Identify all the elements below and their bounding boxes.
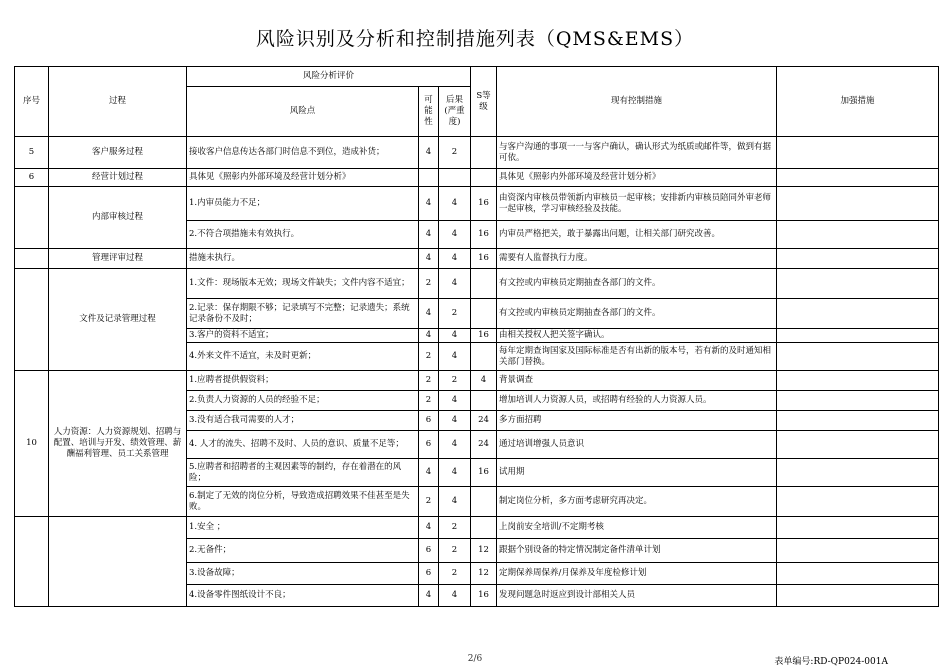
possibility-cell: 6 [419, 411, 439, 431]
risk-cell: 2.不符合项措施未有效执行。 [187, 221, 419, 249]
control-cell: 上岗前安全培训/不定期考核 [497, 517, 777, 539]
risk-cell: 3.客户的资料不适宜； [187, 329, 419, 343]
s-level-cell [471, 137, 497, 169]
enhance-cell [777, 221, 939, 249]
row-process: 管理评审过程 [49, 249, 187, 269]
row-process: 经营计划过程 [49, 169, 187, 187]
consequence-cell: 4 [439, 343, 471, 371]
header-risk-point: 风险点 [187, 87, 419, 137]
s-level-cell: 16 [471, 187, 497, 221]
possibility-cell: 4 [419, 517, 439, 539]
enhance-cell [777, 411, 939, 431]
consequence-cell: 2 [439, 299, 471, 329]
header-s-level: S等级 [471, 67, 497, 137]
consequence-cell: 2 [439, 137, 471, 169]
s-level-cell [471, 487, 497, 517]
table-row [15, 517, 939, 539]
s-level-cell: 16 [471, 329, 497, 343]
enhance-cell [777, 329, 939, 343]
possibility-cell: 6 [419, 563, 439, 585]
risk-cell: 3.设备故障； [187, 563, 419, 585]
row-no [15, 269, 49, 371]
s-level-cell: 16 [471, 459, 497, 487]
control-cell: 有文控或内审核员定期抽查各部门的文件。 [497, 269, 777, 299]
control-cell: 有文控或内审核员定期抽查各部门的文件。 [497, 299, 777, 329]
risk-cell: 1.安全 ； [187, 517, 419, 539]
header-consequence: 后果(严重度) [439, 87, 471, 137]
s-level-cell: 24 [471, 411, 497, 431]
row-no [15, 249, 49, 269]
risk-cell: 3.没有适合我司需要的人才； [187, 411, 419, 431]
row-process [49, 517, 187, 607]
enhance-cell [777, 563, 939, 585]
enhance-cell [777, 187, 939, 221]
consequence-cell: 2 [439, 563, 471, 585]
possibility-cell: 2 [419, 343, 439, 371]
enhance-cell [777, 539, 939, 563]
table-row [15, 137, 939, 169]
row-no [15, 187, 49, 249]
risk-cell: 2.无备件； [187, 539, 419, 563]
s-level-cell: 24 [471, 431, 497, 459]
s-level-cell [471, 169, 497, 187]
row-process: 客户服务过程 [49, 137, 187, 169]
enhance-cell [777, 137, 939, 169]
control-cell: 多方面招聘 [497, 411, 777, 431]
possibility-cell: 4 [419, 459, 439, 487]
risk-cell: 1.内审员能力不足； [187, 187, 419, 221]
possibility-cell: 6 [419, 539, 439, 563]
header-risk-eval: 风险分析评价 [187, 67, 471, 87]
consequence-cell: 4 [439, 459, 471, 487]
enhance-cell [777, 299, 939, 329]
risk-cell: 2.记录：保存期限不够；记录填写不完整；记录遗失；系统记录备份不及时； [187, 299, 419, 329]
header-possibility: 可能性 [419, 87, 439, 137]
possibility-cell: 6 [419, 431, 439, 459]
risk-cell: 措施未执行。 [187, 249, 419, 269]
risk-cell: 5.应聘者和招聘者的主观因素等的制约，存在着潜在的风险； [187, 459, 419, 487]
possibility-cell: 4 [419, 585, 439, 607]
risk-cell: 6.制定了无效的岗位分析，导致造成招聘效果不佳甚至是失败。 [187, 487, 419, 517]
control-cell: 需要有人监督执行力度。 [497, 249, 777, 269]
risk-cell: 接收客户信息传达各部门时信息不到位，造成补货； [187, 137, 419, 169]
control-cell: 通过培训增强人员意识 [497, 431, 777, 459]
consequence-cell: 4 [439, 329, 471, 343]
enhance-cell [777, 585, 939, 607]
possibility-cell: 4 [419, 299, 439, 329]
enhance-cell [777, 343, 939, 371]
header-process: 过程 [49, 67, 187, 137]
enhance-cell [777, 517, 939, 539]
s-level-cell [471, 343, 497, 371]
consequence-cell: 4 [439, 431, 471, 459]
enhance-cell [777, 269, 939, 299]
consequence-cell: 4 [439, 249, 471, 269]
table-row [15, 249, 939, 269]
consequence-cell [439, 169, 471, 187]
enhance-cell [777, 371, 939, 391]
consequence-cell: 4 [439, 187, 471, 221]
row-no [15, 517, 49, 607]
possibility-cell: 4 [419, 137, 439, 169]
consequence-cell: 4 [439, 585, 471, 607]
risk-cell: 具体见《照彰内外部环境及经营计划分析》 [187, 169, 419, 187]
risk-table [14, 66, 939, 607]
consequence-cell: 2 [439, 517, 471, 539]
consequence-cell: 2 [439, 539, 471, 563]
row-no: 6 [15, 169, 49, 187]
possibility-cell: 2 [419, 269, 439, 299]
possibility-cell: 2 [419, 391, 439, 411]
control-cell: 增加培训人力资源人员，或招聘有经验的人力资源人员。 [497, 391, 777, 411]
control-cell: 由相关授权人把关签字确认。 [497, 329, 777, 343]
possibility-cell [419, 169, 439, 187]
table-row [15, 187, 939, 221]
s-level-cell: 16 [471, 221, 497, 249]
control-cell: 内审员严格把关，敢于暴露出问题，让相关部门研究改善。 [497, 221, 777, 249]
enhance-cell [777, 459, 939, 487]
row-process: 文件及记录管理过程 [49, 269, 187, 371]
consequence-cell: 4 [439, 269, 471, 299]
control-cell: 由资深内审核员带领新内审核员一起审核；安排新内审核员陪同外审老师一起审核，学习审核经验及技能。 [497, 187, 777, 221]
risk-cell: 2.负责人力资源的人员的经验不足； [187, 391, 419, 411]
enhance-cell [777, 431, 939, 459]
enhance-cell [777, 169, 939, 187]
row-process: 人力资源：人力资源规划、招聘与配置、培训与开发、绩效管理、薪酬福利管理、员工关系管理 [49, 371, 187, 517]
s-level-cell: 12 [471, 563, 497, 585]
page-number: 2/6 [467, 654, 483, 664]
header-no: 序号 [15, 67, 49, 137]
s-level-cell: 16 [471, 249, 497, 269]
control-cell: 制定岗位分析，多方面考虑研究再决定。 [497, 487, 777, 517]
consequence-cell: 2 [439, 371, 471, 391]
table-row [15, 269, 939, 299]
enhance-cell [777, 249, 939, 269]
row-no: 10 [15, 371, 49, 517]
risk-cell: 4. 人才的流失、招聘不及时、人员的意识、质量不足等； [187, 431, 419, 459]
page-title: 风险识别及分析和控制措施列表（QMS&EMS） [255, 28, 695, 50]
consequence-cell: 4 [439, 411, 471, 431]
control-cell: 试用期 [497, 459, 777, 487]
possibility-cell: 2 [419, 487, 439, 517]
enhance-cell [777, 391, 939, 411]
header-enhance: 加强措施 [777, 67, 939, 137]
control-cell: 定期保养周保养/月保养及年度检修计划 [497, 563, 777, 585]
s-level-cell: 4 [471, 371, 497, 391]
risk-cell: 4.设备零件图纸设计不良； [187, 585, 419, 607]
risk-cell: 1.应聘者提供假资料； [187, 371, 419, 391]
consequence-cell: 4 [439, 391, 471, 411]
control-cell: 具体见《照彰内外部环境及经营计划分析》 [497, 169, 777, 187]
row-process: 内部审核过程 [49, 187, 187, 249]
s-level-cell: 12 [471, 539, 497, 563]
s-level-cell [471, 391, 497, 411]
possibility-cell: 4 [419, 249, 439, 269]
form-code: 表单编号:RD-QP024-001A [774, 657, 888, 667]
consequence-cell: 4 [439, 221, 471, 249]
consequence-cell: 4 [439, 487, 471, 517]
control-cell: 发现问题急时返应到设计部相关人员 [497, 585, 777, 607]
table-row [15, 169, 939, 187]
control-cell: 跟据个别设备的特定情况制定备件清单计划 [497, 539, 777, 563]
s-level-cell [471, 517, 497, 539]
s-level-cell [471, 299, 497, 329]
risk-cell: 4.外来文件不适宜，未及时更新； [187, 343, 419, 371]
s-level-cell: 16 [471, 585, 497, 607]
control-cell: 背景调查 [497, 371, 777, 391]
header-existing-control: 现有控制措施 [497, 67, 777, 137]
control-cell: 与客户沟通的事项一一与客户确认，确认形式为纸质或邮件等，做到有据可依。 [497, 137, 777, 169]
possibility-cell: 4 [419, 329, 439, 343]
possibility-cell: 4 [419, 187, 439, 221]
possibility-cell: 2 [419, 371, 439, 391]
s-level-cell [471, 269, 497, 299]
control-cell: 每年定期查询国家及国际标准是否有出新的版本号，若有新的及时通知相关部门替换。 [497, 343, 777, 371]
possibility-cell: 4 [419, 221, 439, 249]
enhance-cell [777, 487, 939, 517]
row-no: 5 [15, 137, 49, 169]
risk-cell: 1.文件：现场版本无效；现场文件缺失；文件内容不适宜； [187, 269, 419, 299]
table-row [15, 371, 939, 391]
